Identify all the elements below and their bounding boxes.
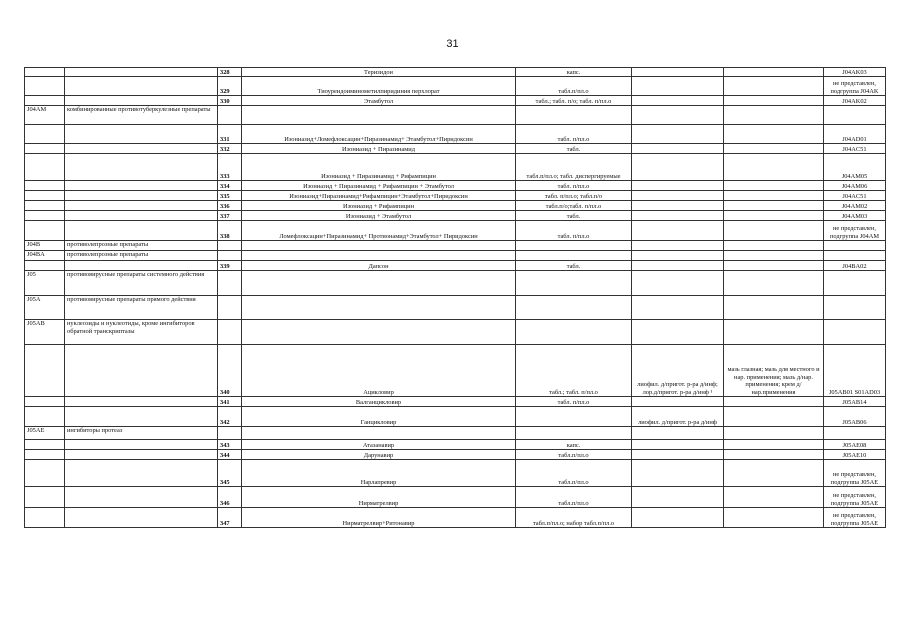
group-name-cell: противовирусные препараты прямого действия xyxy=(65,296,218,320)
atc-code-cell: J04AM xyxy=(25,106,65,125)
topical-form-cell: мазь глазная; мазь для местного и нар. применения; мазь д/нар. применения; крем д/нар.применения xyxy=(724,345,824,397)
drug-name-cell: Изониазид + Рифампицин xyxy=(242,201,516,211)
injection-form-cell xyxy=(632,261,724,271)
group-name-cell xyxy=(65,211,218,221)
row-number-cell: 338 xyxy=(218,221,242,241)
table-row xyxy=(25,320,886,345)
row-number-cell xyxy=(218,296,242,320)
table-row xyxy=(25,487,886,508)
group-name-cell xyxy=(65,96,218,106)
drug-name-cell: Изониазид+Пиразинамид+Рифампицин+Этамбутол+Пиридоксин xyxy=(242,191,516,201)
dosage-form-cell: табл. п/пл.о xyxy=(516,181,632,191)
group-name-cell xyxy=(65,487,218,508)
drug-name-cell: Ломефлоксацин+Пиразинамид+ Протионамид+Этамбутол+ Пиридоксин xyxy=(242,221,516,241)
drug-name-cell xyxy=(242,271,516,296)
drug-name-cell: Изониазид + Пиразинамид + Рифампицин + Этамбутол xyxy=(242,181,516,191)
atc-code-cell xyxy=(25,77,65,96)
injection-form-cell xyxy=(632,271,724,296)
drug-list-table xyxy=(24,67,886,528)
atc-code-cell: J05AB xyxy=(25,320,65,345)
injection-form-cell xyxy=(632,96,724,106)
row-number-cell: 339 xyxy=(218,261,242,271)
row-number-cell: 331 xyxy=(218,125,242,144)
drug-name-cell: Изониазид + Пиразинамид + Рифампицин xyxy=(242,154,516,181)
atc-code-cell xyxy=(25,211,65,221)
atc-ref-cell: J04AC51 xyxy=(824,191,886,201)
table-row xyxy=(25,106,886,125)
atc-ref-cell: J04AK02 xyxy=(824,96,886,106)
table-row xyxy=(25,407,886,427)
table-row xyxy=(25,427,886,440)
group-name-cell xyxy=(65,345,218,397)
drug-name-cell xyxy=(242,106,516,125)
atc-code-cell xyxy=(25,154,65,181)
atc-code-cell: J04BA xyxy=(25,251,65,261)
atc-code-cell xyxy=(25,125,65,144)
dosage-form-cell: табл.п/пл.о; набор табл.п/пл.о xyxy=(516,508,632,528)
injection-form-cell xyxy=(632,211,724,221)
topical-form-cell xyxy=(724,296,824,320)
group-name-cell xyxy=(65,154,218,181)
drug-name-cell: Ацикловир xyxy=(242,345,516,397)
topical-form-cell xyxy=(724,440,824,450)
row-number-cell: 344 xyxy=(218,450,242,460)
atc-ref-cell: J04AM02 xyxy=(824,201,886,211)
atc-ref-cell: J04AK03 xyxy=(824,68,886,77)
drug-name-cell: Тиоуреидоиминометилпиридиния перхлорат xyxy=(242,77,516,96)
table-row xyxy=(25,125,886,144)
topical-form-cell xyxy=(724,397,824,407)
atc-ref-cell: J04BA02 xyxy=(824,261,886,271)
drug-name-cell: Ганцикловир xyxy=(242,407,516,427)
atc-ref-cell: J04AM06 xyxy=(824,181,886,191)
dosage-form-cell xyxy=(516,320,632,345)
atc-ref-cell: J04AC51 xyxy=(824,144,886,154)
topical-form-cell xyxy=(724,450,824,460)
row-number-cell: 341 xyxy=(218,397,242,407)
group-name-cell xyxy=(65,261,218,271)
injection-form-cell: лиофил. д/пригот. р-ра д/инф; лор.д/пригот. р-ра д/инф ¹ xyxy=(632,345,724,397)
topical-form-cell xyxy=(724,191,824,201)
dosage-form-cell: табл. п/пл.о xyxy=(516,125,632,144)
injection-form-cell xyxy=(632,320,724,345)
group-name-cell: противолепрозные препараты xyxy=(65,251,218,261)
injection-form-cell xyxy=(632,397,724,407)
atc-code-cell: J05AE xyxy=(25,427,65,440)
dosage-form-cell xyxy=(516,427,632,440)
drug-name-cell: Дапсон xyxy=(242,261,516,271)
drug-name-cell: Нарлапревир xyxy=(242,460,516,487)
table-row xyxy=(25,261,886,271)
row-number-cell: 347 xyxy=(218,508,242,528)
injection-form-cell xyxy=(632,144,724,154)
atc-ref-cell xyxy=(824,251,886,261)
dosage-form-cell xyxy=(516,407,632,427)
atc-ref-cell xyxy=(824,296,886,320)
atc-ref-cell: J05AB01 S01AD03 xyxy=(824,345,886,397)
atc-code-cell: J05A xyxy=(25,296,65,320)
injection-form-cell xyxy=(632,201,724,211)
table-row xyxy=(25,251,886,261)
injection-form-cell xyxy=(632,296,724,320)
atc-ref-cell: J05AB14 xyxy=(824,397,886,407)
group-name-cell xyxy=(65,77,218,96)
topical-form-cell xyxy=(724,68,824,77)
group-name-cell xyxy=(65,144,218,154)
row-number-cell xyxy=(218,320,242,345)
table-row xyxy=(25,460,886,487)
group-name-cell xyxy=(65,201,218,211)
table-row xyxy=(25,345,886,397)
group-name-cell xyxy=(65,407,218,427)
dosage-form-cell: табл. п/пл.о xyxy=(516,397,632,407)
topical-form-cell xyxy=(724,106,824,125)
row-number-cell: 345 xyxy=(218,460,242,487)
group-name-cell xyxy=(65,68,218,77)
row-number-cell xyxy=(218,106,242,125)
drug-name-cell: Теризидон xyxy=(242,68,516,77)
group-name-cell: ингибиторы протеаз xyxy=(65,427,218,440)
row-number-cell: 328 xyxy=(218,68,242,77)
atc-code-cell xyxy=(25,440,65,450)
atc-ref-cell: J05AE08 xyxy=(824,440,886,450)
table-row xyxy=(25,191,886,201)
group-name-cell xyxy=(65,181,218,191)
table-row xyxy=(25,450,886,460)
atc-code-cell xyxy=(25,508,65,528)
dosage-form-cell: табл.п/пл.о xyxy=(516,487,632,508)
row-number-cell: 346 xyxy=(218,487,242,508)
row-number-cell: 340 xyxy=(218,345,242,397)
topical-form-cell xyxy=(724,251,824,261)
drug-name-cell xyxy=(242,427,516,440)
dosage-form-cell xyxy=(516,251,632,261)
row-number-cell: 333 xyxy=(218,154,242,181)
dosage-form-cell xyxy=(516,106,632,125)
atc-ref-cell: не представлен, подгруппа J04AK xyxy=(824,77,886,96)
group-name-cell xyxy=(65,125,218,144)
table-row xyxy=(25,221,886,241)
group-name-cell xyxy=(65,450,218,460)
row-number-cell: 334 xyxy=(218,181,242,191)
row-number-cell: 329 xyxy=(218,77,242,96)
dosage-form-cell: капс. xyxy=(516,68,632,77)
table-row xyxy=(25,201,886,211)
table-row xyxy=(25,397,886,407)
table-row xyxy=(25,440,886,450)
group-name-cell: нуклеозиды и нуклеотиды, кроме ингибиторов обратной транскриптазы xyxy=(65,320,218,345)
table-row xyxy=(25,77,886,96)
atc-code-cell xyxy=(25,191,65,201)
row-number-cell: 336 xyxy=(218,201,242,211)
dosage-form-cell xyxy=(516,271,632,296)
atc-ref-cell: не представлен, подгруппа J05AE xyxy=(824,487,886,508)
topical-form-cell xyxy=(724,77,824,96)
injection-form-cell xyxy=(632,106,724,125)
topical-form-cell xyxy=(724,427,824,440)
group-name-cell xyxy=(65,440,218,450)
atc-ref-cell xyxy=(824,320,886,345)
atc-code-cell xyxy=(25,261,65,271)
atc-ref-cell: J05AB06 xyxy=(824,407,886,427)
dosage-form-cell: табл. п/пл.о xyxy=(516,221,632,241)
row-number-cell: 335 xyxy=(218,191,242,201)
dosage-form-cell: табл. xyxy=(516,211,632,221)
row-number-cell xyxy=(218,241,242,251)
drug-name-cell: Валганцикловир xyxy=(242,397,516,407)
injection-form-cell xyxy=(632,508,724,528)
dosage-form-cell: капс. xyxy=(516,440,632,450)
topical-form-cell xyxy=(724,261,824,271)
topical-form-cell xyxy=(724,221,824,241)
topical-form-cell xyxy=(724,96,824,106)
dosage-form-cell: табл.; табл. п/о; табл. п/пл.о xyxy=(516,96,632,106)
drug-name-cell xyxy=(242,251,516,261)
injection-form-cell xyxy=(632,77,724,96)
table-row xyxy=(25,96,886,106)
atc-code-cell xyxy=(25,407,65,427)
atc-ref-cell xyxy=(824,271,886,296)
atc-code-cell xyxy=(25,345,65,397)
table-row xyxy=(25,211,886,221)
injection-form-cell: лиофил. д/пригот. р-ра д/инф xyxy=(632,407,724,427)
group-name-cell: противовирусные препараты системного действия xyxy=(65,271,218,296)
dosage-form-cell: табл.п/пл.о xyxy=(516,460,632,487)
atc-code-cell xyxy=(25,201,65,211)
drug-name-cell: Нирматрелвир xyxy=(242,487,516,508)
dosage-form-cell: табл.п/пл.о xyxy=(516,450,632,460)
atc-ref-cell: J04AM03 xyxy=(824,211,886,221)
dosage-form-cell xyxy=(516,241,632,251)
drug-name-cell: Атазанавир xyxy=(242,440,516,450)
topical-form-cell xyxy=(724,144,824,154)
row-number-cell: 330 xyxy=(218,96,242,106)
injection-form-cell xyxy=(632,181,724,191)
table-row xyxy=(25,144,886,154)
atc-ref-cell xyxy=(824,427,886,440)
injection-form-cell xyxy=(632,68,724,77)
atc-ref-cell: не представлен, подгруппа J05AE xyxy=(824,508,886,528)
dosage-form-cell: табл.; табл. п/пл.о xyxy=(516,345,632,397)
table-row xyxy=(25,181,886,191)
dosage-form-cell: табл. xyxy=(516,144,632,154)
drug-name-cell: Изониазид + Этамбутол xyxy=(242,211,516,221)
drug-name-cell: Изониазид+Ломефлоксацин+Пиразинамид+ Этамбутол+Пиридоксин xyxy=(242,125,516,144)
row-number-cell: 343 xyxy=(218,440,242,450)
topical-form-cell xyxy=(724,407,824,427)
atc-ref-cell: J04AM05 xyxy=(824,154,886,181)
injection-form-cell xyxy=(632,487,724,508)
topical-form-cell xyxy=(724,241,824,251)
group-name-cell: комбинированные противотуберкулезные препараты xyxy=(65,106,218,125)
topical-form-cell xyxy=(724,271,824,296)
group-name-cell xyxy=(65,508,218,528)
table-row xyxy=(25,241,886,251)
atc-code-cell xyxy=(25,221,65,241)
atc-code-cell xyxy=(25,460,65,487)
table-body xyxy=(25,68,886,528)
topical-form-cell xyxy=(724,181,824,191)
atc-code-cell xyxy=(25,144,65,154)
drug-name-cell: Изониазид + Пиразинамид xyxy=(242,144,516,154)
injection-form-cell xyxy=(632,191,724,201)
row-number-cell xyxy=(218,427,242,440)
table-row xyxy=(25,508,886,528)
drug-name-cell: Дарунавир xyxy=(242,450,516,460)
atc-code-cell xyxy=(25,96,65,106)
row-number-cell: 342 xyxy=(218,407,242,427)
topical-form-cell xyxy=(724,508,824,528)
group-name-cell xyxy=(65,221,218,241)
atc-code-cell xyxy=(25,397,65,407)
dosage-form-cell: табл. xyxy=(516,261,632,271)
group-name-cell xyxy=(65,460,218,487)
table-row xyxy=(25,68,886,77)
atc-code-cell xyxy=(25,181,65,191)
group-name-cell xyxy=(65,191,218,201)
injection-form-cell xyxy=(632,221,724,241)
drug-name-cell: Нирматрелвир+Ритонавир xyxy=(242,508,516,528)
injection-form-cell xyxy=(632,125,724,144)
atc-ref-cell xyxy=(824,241,886,251)
atc-ref-cell: не представлен, подгруппа J05AE xyxy=(824,460,886,487)
injection-form-cell xyxy=(632,251,724,261)
dosage-form-cell xyxy=(516,296,632,320)
atc-ref-cell xyxy=(824,106,886,125)
atc-ref-cell: J05AE10 xyxy=(824,450,886,460)
topical-form-cell xyxy=(724,201,824,211)
table-row xyxy=(25,271,886,296)
injection-form-cell xyxy=(632,241,724,251)
drug-name-cell xyxy=(242,296,516,320)
drug-name-cell: Этамбутол xyxy=(242,96,516,106)
topical-form-cell xyxy=(724,487,824,508)
atc-code-cell xyxy=(25,68,65,77)
atc-code-cell xyxy=(25,487,65,508)
dosage-form-cell: табл.п/о;табл. п/пл.о xyxy=(516,201,632,211)
group-name-cell xyxy=(65,397,218,407)
row-number-cell xyxy=(218,271,242,296)
topical-form-cell xyxy=(724,320,824,345)
table-row xyxy=(25,296,886,320)
row-number-cell xyxy=(218,251,242,261)
table-row xyxy=(25,154,886,181)
dosage-form-cell: табл.п/пл.о; табл. диспергируемые xyxy=(516,154,632,181)
injection-form-cell xyxy=(632,427,724,440)
injection-form-cell xyxy=(632,450,724,460)
atc-ref-cell: не представлен, подгруппа J04AM xyxy=(824,221,886,241)
topical-form-cell xyxy=(724,125,824,144)
dosage-form-cell: табл.п/пл.о xyxy=(516,77,632,96)
page-number: 31 xyxy=(446,38,459,50)
topical-form-cell xyxy=(724,154,824,181)
drug-name-cell xyxy=(242,320,516,345)
injection-form-cell xyxy=(632,460,724,487)
atc-code-cell: J05 xyxy=(25,271,65,296)
row-number-cell: 332 xyxy=(218,144,242,154)
atc-code-cell: J04B xyxy=(25,241,65,251)
atc-code-cell xyxy=(25,450,65,460)
group-name-cell: противолепрозные препараты xyxy=(65,241,218,251)
injection-form-cell xyxy=(632,440,724,450)
atc-ref-cell: J04AD01 xyxy=(824,125,886,144)
dosage-form-cell: табл. п/пл.о; табл.п/о xyxy=(516,191,632,201)
drug-name-cell xyxy=(242,241,516,251)
topical-form-cell xyxy=(724,211,824,221)
row-number-cell: 337 xyxy=(218,211,242,221)
injection-form-cell xyxy=(632,154,724,181)
topical-form-cell xyxy=(724,460,824,487)
